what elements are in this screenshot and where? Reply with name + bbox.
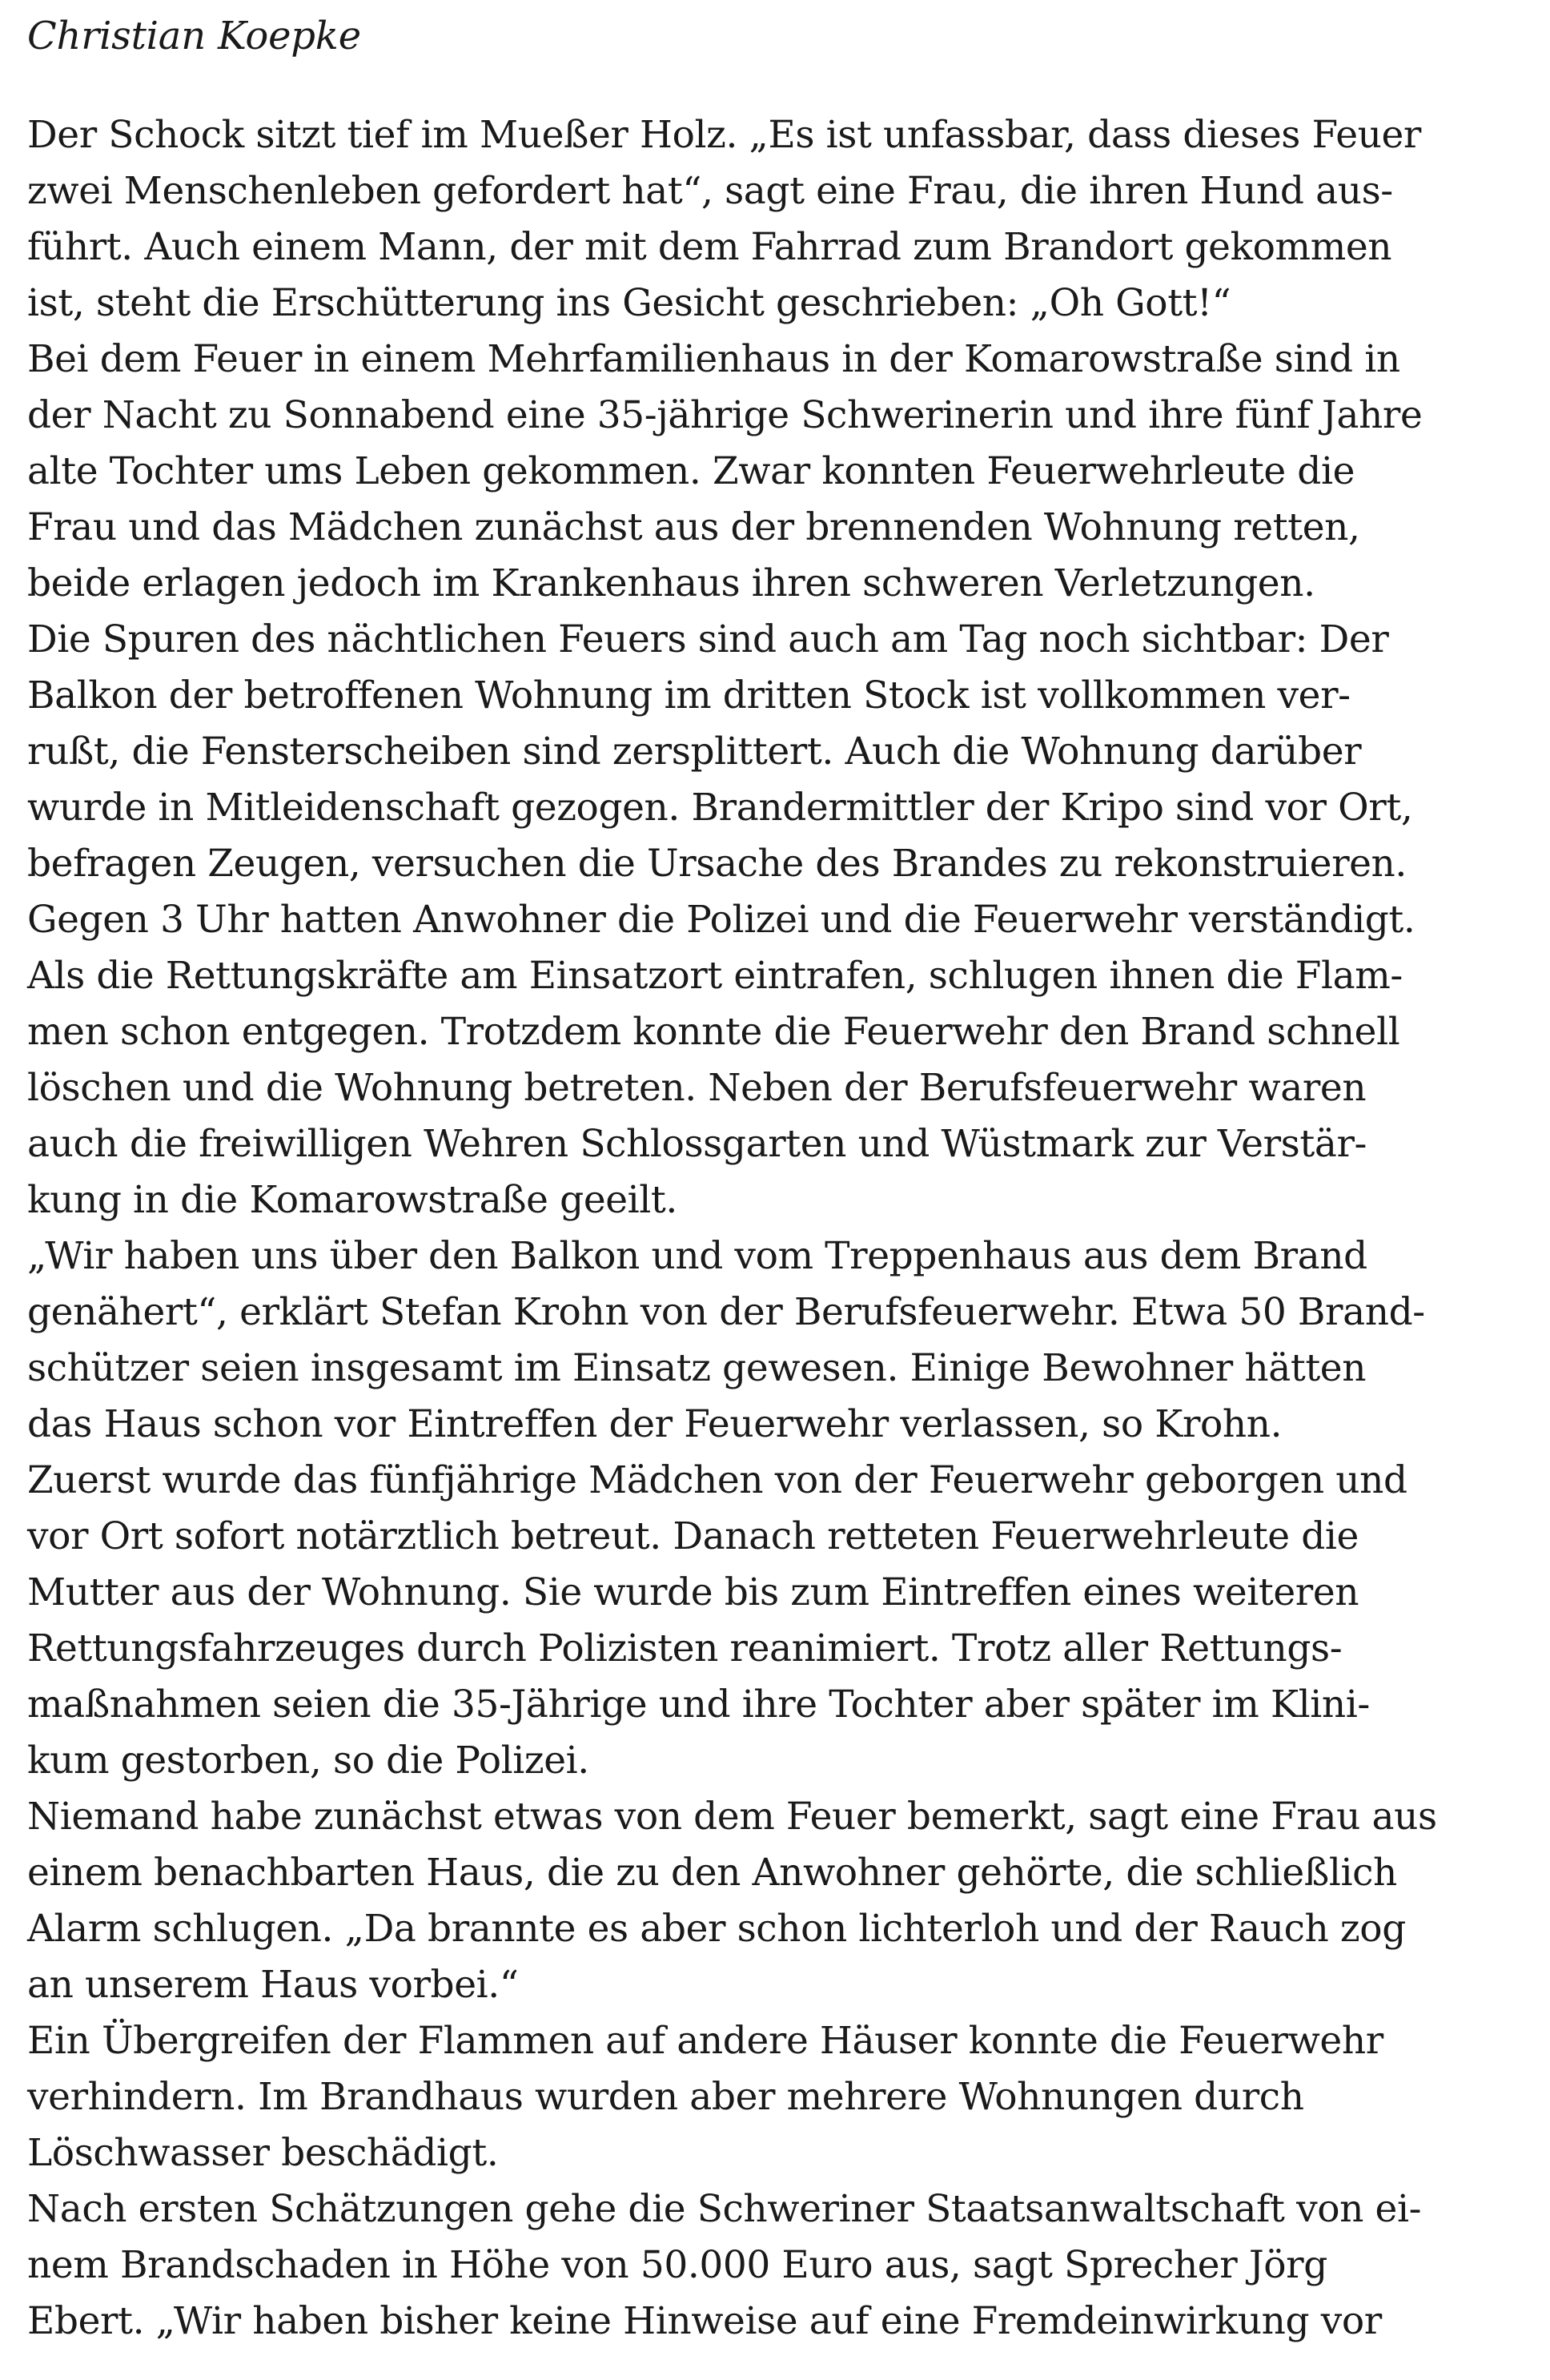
text-line: Die Spuren des nächtlichen Feuers sind auch am Tag noch sichtbar: Der xyxy=(27,617,1389,661)
text-line: schützer seien insgesamt im Einsatz gewesen. Einige Bewohner hätten xyxy=(27,1346,1367,1390)
text-line: Niemand habe zunächst etwas von dem Feuer bemerkt, sagt eine Frau aus xyxy=(27,1795,1437,1839)
text-line: Ein Übergreifen der Flammen auf andere Häuser konnte die Feuerwehr xyxy=(27,2019,1383,2063)
text-line: zwei Menschenleben gefordert hat“, sagt eine Frau, die ihren Hund aus- xyxy=(27,169,1393,213)
text-line: men schon entgegen. Trotzdem konnte die Feuerwehr den Brand schnell xyxy=(27,1010,1400,1054)
text-line: Frau und das Mädchen zunächst aus der brennenden Wohnung retten, xyxy=(27,505,1360,549)
text-line: Nach ersten Schätzungen gehe die Schweriner Staatsanwaltschaft von ei- xyxy=(27,2187,1422,2231)
text-line: führt. Auch einem Mann, der mit dem Fahrrad zum Brandort gekommen xyxy=(27,225,1392,269)
author-byline: Christian Koepke xyxy=(27,14,361,58)
text-line: genähert“, erklärt Stefan Krohn von der Berufsfeuerwehr. Etwa 50 Brand- xyxy=(27,1290,1425,1334)
text-line: das Haus schon vor Eintreffen der Feuerwehr verlassen, so Krohn. xyxy=(27,1402,1283,1446)
text-line: Ebert. „Wir haben bisher keine Hinweise auf eine Fremdeinwirkung vor xyxy=(27,2299,1382,2343)
text-line: Als die Rettungskräfte am Einsatzort eintrafen, schlugen ihnen die Flam- xyxy=(27,954,1403,998)
text-line: Bei dem Feuer in einem Mehrfamilienhaus in der Komarowstraße sind in xyxy=(27,337,1400,381)
text-line: löschen und die Wohnung betreten. Neben der Berufsfeuerwehr waren xyxy=(27,1066,1367,1110)
text-line: Der Schock sitzt tief im Mueßer Holz. „Es ist unfassbar, dass dieses Feuer xyxy=(27,113,1421,157)
text-line: Löschwasser beschädigt. xyxy=(27,2131,499,2175)
text-line: Zuerst wurde das fünfjährige Mädchen von der Feuerwehr geborgen und xyxy=(27,1458,1407,1502)
text-line: der Nacht zu Sonnabend eine 35-jährige Schwerinerin und ihre fünf Jahre xyxy=(27,393,1423,437)
text-line: verhindern. Im Brandhaus wurden aber mehrere Wohnungen durch xyxy=(27,2075,1304,2119)
article-page xyxy=(27,0,1532,2350)
article-body xyxy=(27,107,1532,2350)
text-line: kum gestorben, so die Polizei. xyxy=(27,1739,589,1783)
text-line: Gegen 3 Uhr hatten Anwohner die Polizei und die Feuerwehr verständigt. xyxy=(27,898,1415,942)
text-line: „Wir haben uns über den Balkon und vom Treppenhaus aus dem Brand xyxy=(27,1234,1367,1278)
text-line: Alarm schlugen. „Da brannte es aber schon lichterloh und der Rauch zog xyxy=(27,1907,1406,1951)
text-line: Balkon der betroffenen Wohnung im dritten Stock ist vollkommen ver- xyxy=(27,673,1351,718)
byline-spacer xyxy=(27,64,1532,107)
text-line: befragen Zeugen, versuchen die Ursache des Brandes zu rekonstruieren. xyxy=(27,842,1407,886)
text-line: beide erlagen jedoch im Krankenhaus ihren schweren Verletzungen. xyxy=(27,561,1315,605)
text-line: alte Tochter ums Leben gekommen. Zwar konnten Feuerwehrleute die xyxy=(27,449,1355,493)
text-line: rußt, die Fensterscheiben sind zersplittert. Auch die Wohnung darüber xyxy=(27,730,1362,774)
text-line: einem benachbarten Haus, die zu den Anwohner gehörte, die schließlich xyxy=(27,1851,1397,1895)
text-line: kung in die Komarowstraße geeilt. xyxy=(27,1178,677,1222)
text-line: an unserem Haus vorbei.“ xyxy=(27,1963,519,2007)
text-line: ist, steht die Erschütterung ins Gesicht geschrieben: „Oh Gott!“ xyxy=(27,281,1231,325)
text-line: maßnahmen seien die 35-Jährige und ihre Tochter aber später im Klini- xyxy=(27,1682,1370,1727)
text-line: auch die freiwilligen Wehren Schlossgarten und Wüstmark zur Verstär- xyxy=(27,1122,1367,1166)
text-line: Rettungsfahrzeuges durch Polizisten reanimiert. Trotz aller Rettungs- xyxy=(27,1626,1343,1670)
text-line: vor Ort sofort notärztlich betreut. Danach retteten Feuerwehrleute die xyxy=(27,1514,1359,1558)
text-line: wurde in Mitleidenschaft gezogen. Brandermittler der Kripo sind vor Ort, xyxy=(27,786,1413,830)
text-line: nem Brandschaden in Höhe von 50.000 Euro aus, sagt Sprecher Jörg xyxy=(27,2243,1327,2287)
text-line: Mutter aus der Wohnung. Sie wurde bis zum Eintreffen eines weiteren xyxy=(27,1570,1359,1614)
